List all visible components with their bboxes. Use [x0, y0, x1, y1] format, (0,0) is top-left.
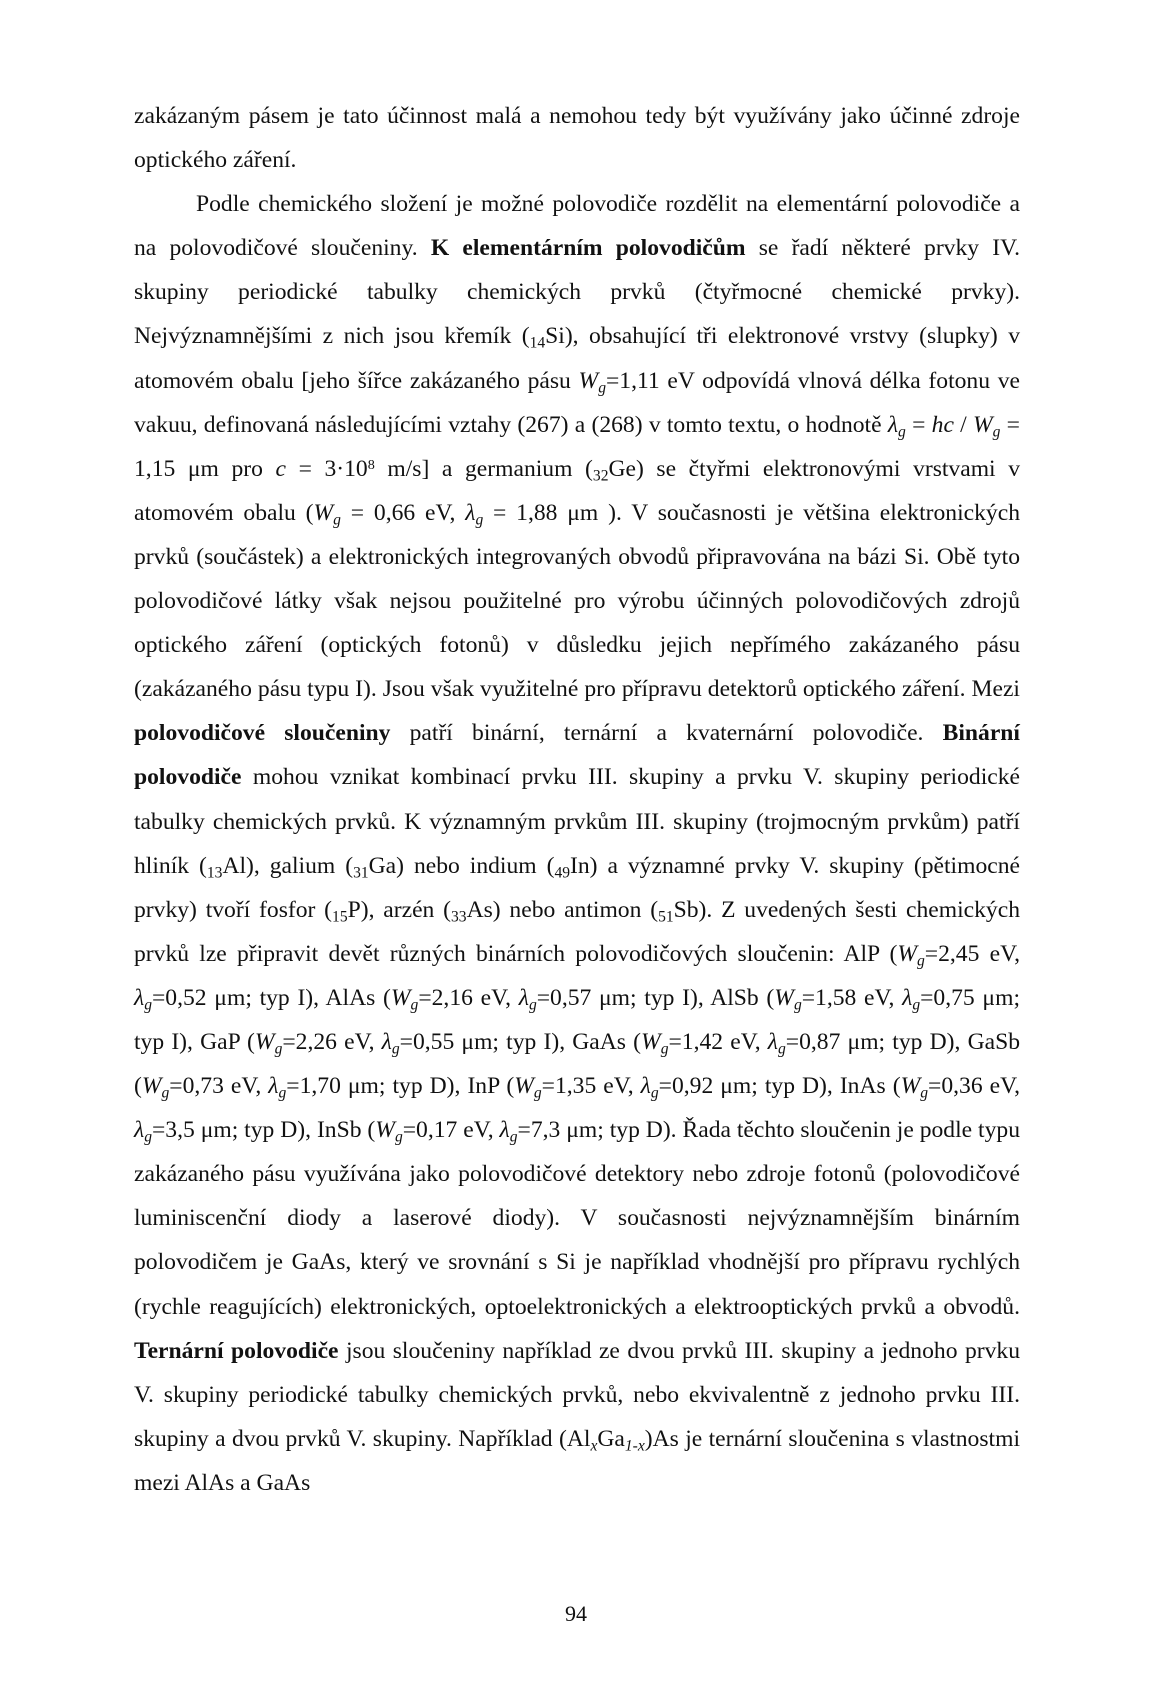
page-number: 94	[565, 1601, 587, 1626]
paragraph-semiconductors: Podle chemického složení je možné polovodiče rozdělit na elementární polovodiče a na polovodičové sloučeniny. K elementárním polovodičům se řadí některé prvky IV. skupiny periodické tabulky chemických prvků (čtyřmocné chemické prvky). Nejvýznamnějšími z nich jsou křemík (14Si), obsahující tři elektronové vrstvy (slupky) v atomovém obalu [jeho šířce zakázaného pásu Wg=1,11 eV odpovídá vlnová délka fotonu ve vakuu, definovaná následujícími vztahy (267) a (268) v tomto textu, o hodnotě λg = hc / Wg = 1,15 μm pro $c = 3\cdot 10^8$ m/s] a germanium (32Ge) se čtyřmi elektronovými vrstvami v atomovém obalu (Wg = 0,66 eV, λg = 1,88 μm ). V současnosti je většina elektronických prvků (součástek) a elektronických integrovaných obvodů připravována na bázi Si. Obě tyto polovodičové látky však nejsou použitelné pro výrobu účinných polovodičových zdrojů optického záření (optických fotonů) v důsledku jejich nepřímého zakázaného pásu (zakázaného pásu typu I). Jsou však využitelné pro přípravu detektorů optického záření. Mezi polovodičové sloučeniny patří binární, ternární a kvaternární polovodiče. Binární polovodiče mohou vznikat kombinací prvku III. skupiny a prvku V. skupiny periodické tabulky chemických prvků. K významným prvkům III. skupiny (trojmocným prvkům) patří hliník (13Al), galium (31Ga) nebo indium (49In) a významné prvky V. skupiny (pětimocné prvky) tvoří fosfor (15P), arzén (33As) nebo antimon (51Sb). Z uvedených šesti chemických prvků lze připravit devět různých binárních polovodičových sloučenin: AlP (Wg=2,45 eV, λg=0,52 μm; typ I), AlAs (Wg=2,16 eV, λg=0,57 μm; typ I), AlSb (Wg=1,58 eV, λg=0,75 μm; typ I), GaP (Wg=2,26 eV, λg=0,55 μm; typ I), GaAs (Wg=1,42 eV, λg=0,87 μm; typ D), GaSb (Wg=0,73 eV, λg=1,70 μm; typ D), InP (Wg=1,35 eV, λg=0,92 μm; typ D), InAs (Wg=0,36 eV, λg=3,5 μm; typ D), InSb (Wg=0,17 eV, λg=7,3 μm; typ D). Řada těchto sloučenin je podle typu zakázaného pásu využívána jako polovodičové detektory nebo zdroje fotonů (polovodičové luminiscenční diody a laserové diody). V současnosti nejvýznamnějším binárním polovodičem je GaAs, který ve srovnání s Si je například vhodnější pro přípravu rychlých (rychle reagujících) elektronických, optoelektronických a elektrooptických prvků a obvodů. Ternární polovodiče jsou sloučeniny například ze dvou prvků III. skupiny a jednoho prvku V. skupiny periodické tabulky chemických prvků, nebo ekvivalentně z jednoho prvku III. skupiny a dvou prvků V. skupiny. Například (AlxGa1-x)As je ternární sloučenina s vlastnostmi mezi AlAs a GaAs	[134, 191, 1021, 1496]
body-text	[134, 94, 1020, 1505]
paragraph-continuation: zakázaným pásem je tato účinnost malá a nemohou tedy být využívány jako účinné zdroje optického záření.	[134, 103, 1020, 174]
